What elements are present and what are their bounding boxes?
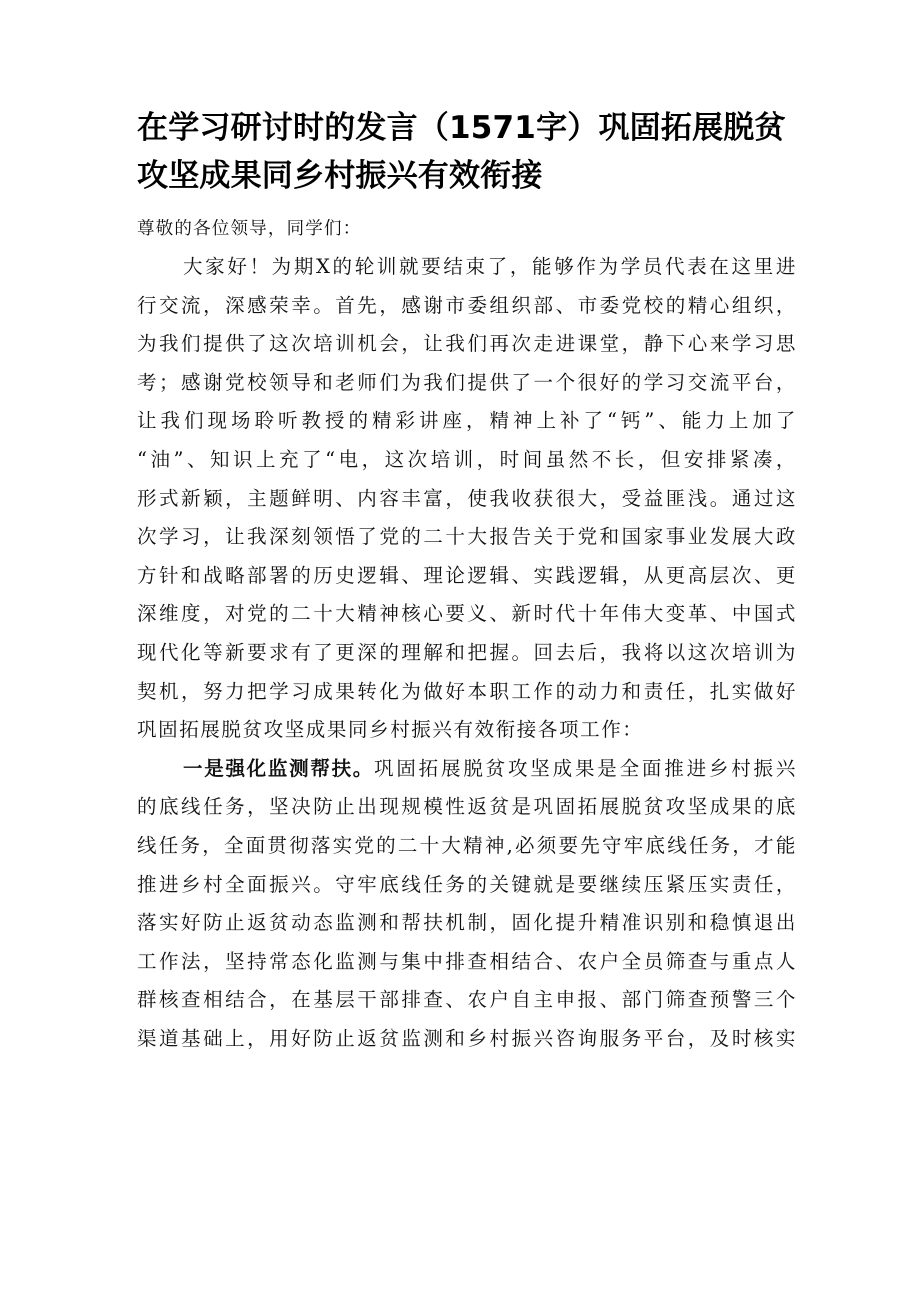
paragraph-line: 深维度，对党的二十大精神核心要义、新时代十年伟大变革、中国式 bbox=[137, 602, 797, 626]
paragraph-opening bbox=[137, 248, 797, 750]
paragraph-line: 形式新颖，主题鲜明、内容丰富，使我收获很大，受益匪浅。通过这 bbox=[137, 486, 797, 510]
title-line-1: 在学习研讨时的发言（1571字）巩固拓展脱贫 bbox=[137, 110, 786, 146]
paragraph-lead-heading: 一是强化监测帮扶。 bbox=[183, 756, 375, 780]
document-page bbox=[137, 104, 797, 1058]
paragraph-line: 大家好！为期X的轮训就要结束了，能够作为学员代表在这里进 bbox=[183, 255, 797, 278]
paragraph-line: 推进乡村全面振兴。守牢底线任务的关键就是要继续压紧压实责任， bbox=[137, 872, 797, 896]
paragraph-line: 的底线任务，坚决防止出现规模性返贫是巩固拓展脱贫攻坚成果的底 bbox=[137, 795, 797, 819]
paragraph-line: 为我们提供了这次培训机会，让我们再次走进课堂，静下心来学习思 bbox=[137, 332, 797, 356]
paragraph-line: 次学习，让我深刻领悟了党的二十大报告关于党和国家事业发展大政 bbox=[137, 525, 797, 549]
paragraph-line: 落实好防止返贫动态监测和帮扶机制，固化提升精准识别和稳慎退出 bbox=[137, 911, 797, 935]
paragraph-monitoring bbox=[137, 750, 797, 1059]
title-line-2: 攻坚成果同乡村振兴有效衔接 bbox=[137, 158, 543, 194]
paragraph-line: 巩固拓展脱贫攻坚成果同乡村振兴有效衔接各项工作： bbox=[137, 718, 644, 742]
paragraph-line-rest: 巩固拓展脱贫攻坚成果是全面推进乡村振兴 bbox=[374, 756, 797, 780]
paragraph-line: 群核查相结合，在基层干部排查、农户自主申报、部门筛查预警三个 bbox=[137, 988, 797, 1012]
paragraph-line: 现代化等新要求有了更深的理解和把握。回去后，我将以这次培训为 bbox=[137, 640, 797, 664]
paragraph-line: 行交流，深感荣幸。首先，感谢市委组织部、市委党校的精心组织， bbox=[137, 293, 797, 317]
paragraph-line bbox=[137, 750, 797, 789]
paragraph-line: 方针和战略部署的历史逻辑、理论逻辑、实践逻辑，从更高层次、更 bbox=[137, 563, 797, 587]
paragraph-line: 线任务，全面贯彻落实党的二十大精神,必须要先守牢底线任务，才能 bbox=[137, 833, 797, 857]
paragraph-line: “油”、知识上充了“电，这次培训，时间虽然不长，但安排紧凑， bbox=[137, 447, 797, 471]
paragraph-line: 让我们现场聆听教授的精彩讲座，精神上补了“钙”、能力上加了 bbox=[137, 409, 797, 433]
paragraph-line: 渠道基础上，用好防止返贫监测和乡村振兴咨询服务平台，及时核实 bbox=[137, 1026, 797, 1050]
paragraph-line: 考；感谢党校领导和老师们为我们提供了一个很好的学习交流平台， bbox=[137, 370, 797, 394]
paragraph-line: 工作法，坚持常态化监测与集中排查相结合、农户全员筛查与重点人 bbox=[137, 949, 797, 973]
paragraph-line: 契机，努力把学习成果转化为做好本职工作的动力和责任，扎实做好 bbox=[137, 679, 797, 703]
salutation: 尊敬的各位领导，同学们： bbox=[137, 219, 362, 239]
document-title bbox=[137, 104, 797, 200]
